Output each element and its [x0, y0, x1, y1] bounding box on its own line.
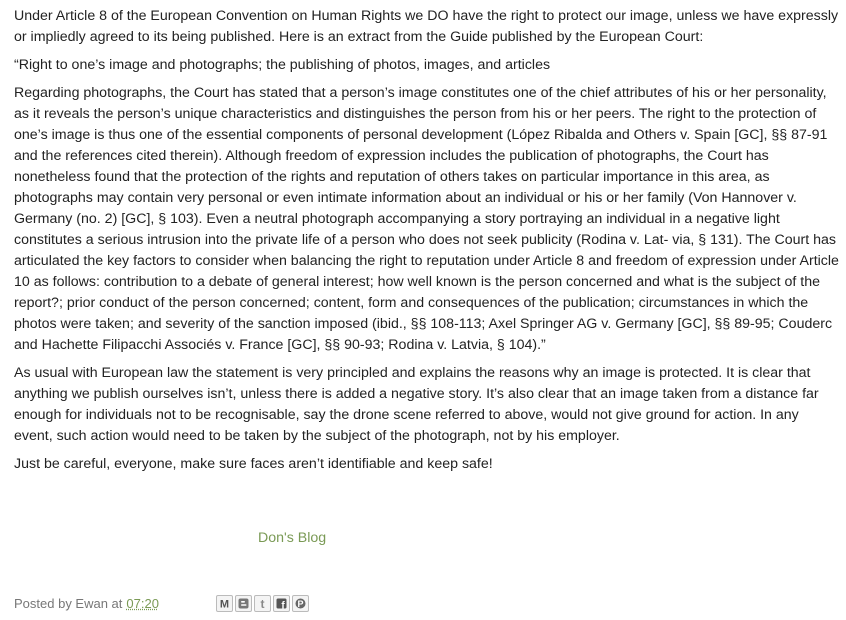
- post-footer: [14, 594, 159, 614]
- blogger-icon: [237, 597, 250, 610]
- svg-text:f: f: [281, 600, 285, 610]
- facebook-icon: [275, 597, 288, 610]
- svg-text:t: t: [260, 597, 265, 610]
- paragraph-quote-body: Regarding photographs, the Court has stated that a person’s image constitutes one of the chief attributes of his or her personality, as it reveals the person’s unique characteristics and distinguishes the person from his or her peers. The right to the protection of one’s image is thus one of the essential components of personal development (López Ribalda and Others v. Spain [GC], §§ 87-91 and the references cited therein). Although freedom of expression includes the publication of photographs, the Court has nonetheless found that the protection of the rights and reputation of others takes on particular importance in this area, as photographs may contain very personal or even intimate information about an individual or his or her family (Von Hannover v. Germany (no. 2) [GC], § 103). Even a neutral photograph accompanying a story portraying an individual in a negative light constitutes a serious intrusion into the private life of a person who does not seek publicity (Rodina v. Lat- via, § 131). The Court has articulated the key factors to consider when balancing the right to reputation under Article 8 and freedom of expression under Article 10 as follows: contribution to a debate of general interest; how well known is the person concerned and what is the subject of the report?; prior conduct of the person concerned; content, form and consequences of the publication; circumstances in which the photos were taken; and severity of the sanction imposed (ibid., §§ 108-113; Axel Springer AG v. Germany [GC], §§ 89-95; Couderc and Hachette Filipacchi Associés v. France [GC], §§ 90-93; Rodina v. Latvia, § 104).”: [14, 85, 839, 353]
- paragraph-intro: Under Article 8 of the European Convention on Human Rights we DO have the right to protect our image, unless we have expressly or impliedly agreed to its being published. Here is an extract from the Guide published by the European Court:: [14, 8, 839, 45]
- posted-by-label: Posted by Ewan at: [14, 596, 123, 611]
- pinterest-icon: [294, 597, 307, 610]
- share-email-button[interactable]: [216, 595, 233, 612]
- paragraph-closing: Just be careful, everyone, make sure faces aren’t identifiable and keep safe!: [14, 456, 493, 472]
- share-facebook-button[interactable]: [273, 595, 290, 612]
- svg-text:P: P: [297, 599, 304, 609]
- share-buttons: [216, 595, 309, 612]
- share-blogger-button[interactable]: [235, 595, 252, 612]
- svg-text:M: M: [219, 598, 230, 610]
- dons-blog-link[interactable]: Don's Blog: [258, 530, 327, 546]
- paragraph-quote-heading: “Right to one’s image and photographs; the publishing of photos, images, and articles: [14, 57, 551, 73]
- post-body: [14, 6, 840, 482]
- post-timestamp-link[interactable]: 07:20: [126, 596, 159, 611]
- email-icon: [218, 597, 231, 610]
- paragraph-commentary: As usual with European law the statement is very principled and explains the reasons why an image is protected. It is clear that anything we publish ourselves isn’t, unless there is added a negative story. It’s also clear that an image taken from a distance far enough for individuals not to be recognisable, say the drone scene referred to above, would not give ground for action. In any event, such action would need to be taken by the subject of the photograph, not by his employer.: [14, 365, 819, 444]
- twitter-icon: [256, 597, 269, 610]
- share-twitter-button[interactable]: [254, 595, 271, 612]
- share-pinterest-button[interactable]: [292, 595, 309, 612]
